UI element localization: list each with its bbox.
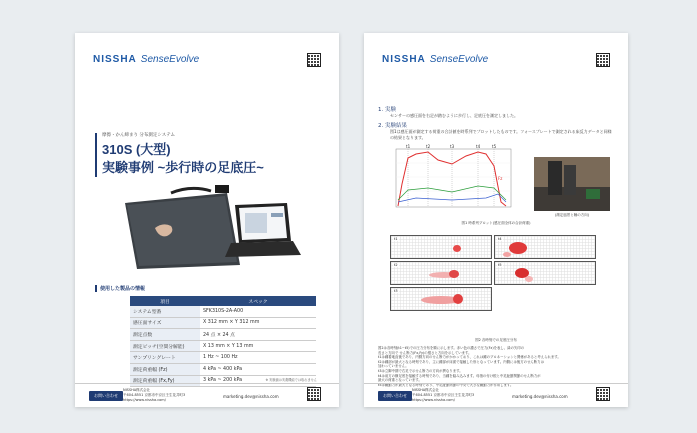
qr-code-icon: [307, 387, 321, 401]
force-time-graph: [386, 144, 521, 219]
pressure-cell-t2: t2: [390, 261, 492, 285]
table-header: スペック: [200, 296, 316, 306]
pressure-cell-t5: t5: [494, 261, 596, 285]
pressure-cell-t3: t3: [390, 287, 492, 311]
page-title: 310S (大型): [102, 142, 171, 157]
section-2-heading: 2. 実験結果: [378, 123, 407, 129]
subcategory: 摩擦・かん締まり 分布測定システム: [102, 133, 175, 138]
measurement-photo: [534, 157, 610, 211]
page-footer: [75, 383, 339, 407]
company-info: NISSHA株式会社 〒604-8551 京都市中京区壬生花井町3 https://www.nissha.com/: [412, 388, 475, 402]
graph-label-t4: t4: [476, 144, 481, 149]
pressure-cell-t4: t4: [494, 235, 596, 259]
graph-label-t5: t5: [492, 144, 497, 149]
results-body: 図2は各時刻(t1~t5)での圧力分布を順に示します。赤い色の濃さで圧力(Fz)を表し、緑の矢印の 長さと方向で せん断力(Fx,Fy)の強さと方向を示しています。 t1は踵着地直後であり、内側方向のせん断力がかかっており、これは踵のプロネーションと関係があると考えられます。 t2は踵部が最大となる時刻であり、主に踵部が床面で接触した形となっています。内側には後方のせん断力は 加わっていません。 t3は立脚中期で右足で示せん断力の方向が異なります。 t4は前方の横足底を接触する時刻であり、当踵を踏み込みます。母指の付け根と中足趾節関節のせん断力が 最大の荷重となっています。 t5は蹴動力が最大となる時刻であり、中足趾節関節の中央で大きな蹴動力が作用します。: [378, 346, 561, 387]
table-row: 測定荷重幅 (Fx,Fy) 3 kPa ~ 200 kPa: [130, 375, 316, 387]
graph-label-t2: t2: [426, 144, 431, 149]
pressure-distribution-grid: [390, 235, 598, 335]
table-row: 測定荷重幅 (Fz) 4 kPa ~ 400 kPa: [130, 363, 316, 375]
pressure-cell-t1: t1: [390, 235, 492, 259]
table-header: 項目: [130, 296, 200, 306]
graph-label-t3: t3: [450, 144, 455, 149]
table-row: 測定ピッチ(空間分解能) X 13 mm × Y 13 mm: [130, 340, 316, 352]
product-photo: [115, 183, 305, 271]
section-2-text: 図1は感圧面が測定する荷重の合計値を時系列でプロットしたものです。フォースプレートで測定される床反力データと同様の結果となります。: [390, 129, 612, 140]
table-row: システム型番 SFK310S-2A-A00: [130, 306, 316, 317]
qr-code-icon: [596, 53, 610, 67]
contact-email[interactable]: marketing.dev@nissha.com: [223, 394, 279, 399]
table-row: 測定点数 24 点 × 24 点: [130, 329, 316, 341]
company-info: NISSHA株式会社 〒604-8551 京都市中京区壬生花井町3 https://www.nissha.com/: [123, 388, 186, 402]
contact-button[interactable]: お問い合わせ: [89, 391, 123, 401]
page-footer: [364, 383, 628, 407]
contact-email[interactable]: marketing.dev@nissha.com: [512, 394, 568, 399]
table-row: 感圧面サイズ X 312 mm × Y 312 mm: [130, 317, 316, 329]
table-header-row: [130, 296, 316, 306]
graph-label-t1: t1: [406, 144, 411, 149]
products-heading: 使用した製品の情報: [95, 285, 145, 292]
qr-code-icon: [596, 387, 610, 401]
title-accent-bar: [95, 133, 97, 177]
section-1-heading: 1. 実験: [378, 107, 396, 113]
nissha-logo: NISSHA SenseEvolve: [382, 54, 489, 65]
document-page-2: [364, 33, 628, 407]
fz-series-label: Fz: [498, 176, 503, 181]
photo-caption: (測定風景と軸の方向): [554, 213, 590, 217]
page-subtitle: 実験事例 ~歩行時の足底圧~: [102, 160, 264, 175]
document-page-1: [75, 33, 339, 407]
figure-1-caption: 図1 時系列プロット(感圧面全体の合計荷重): [461, 221, 531, 225]
table-note: ※ 実験値は実測機能では取れません: [265, 378, 317, 382]
section-1-text: センサーの感圧面を右足が踏むように歩行し、足底圧を測定しました。: [390, 113, 518, 118]
figure-2-caption: 図2 各時刻での足底圧分布: [475, 338, 517, 342]
nissha-logo: NISSHA SenseEvolve: [93, 54, 200, 65]
qr-code-icon: [307, 53, 321, 67]
contact-button[interactable]: お問い合わせ: [378, 391, 412, 401]
table-row: サンプリングレート 1 Hz ~ 100 Hz: [130, 352, 316, 364]
spec-table: [130, 296, 316, 387]
